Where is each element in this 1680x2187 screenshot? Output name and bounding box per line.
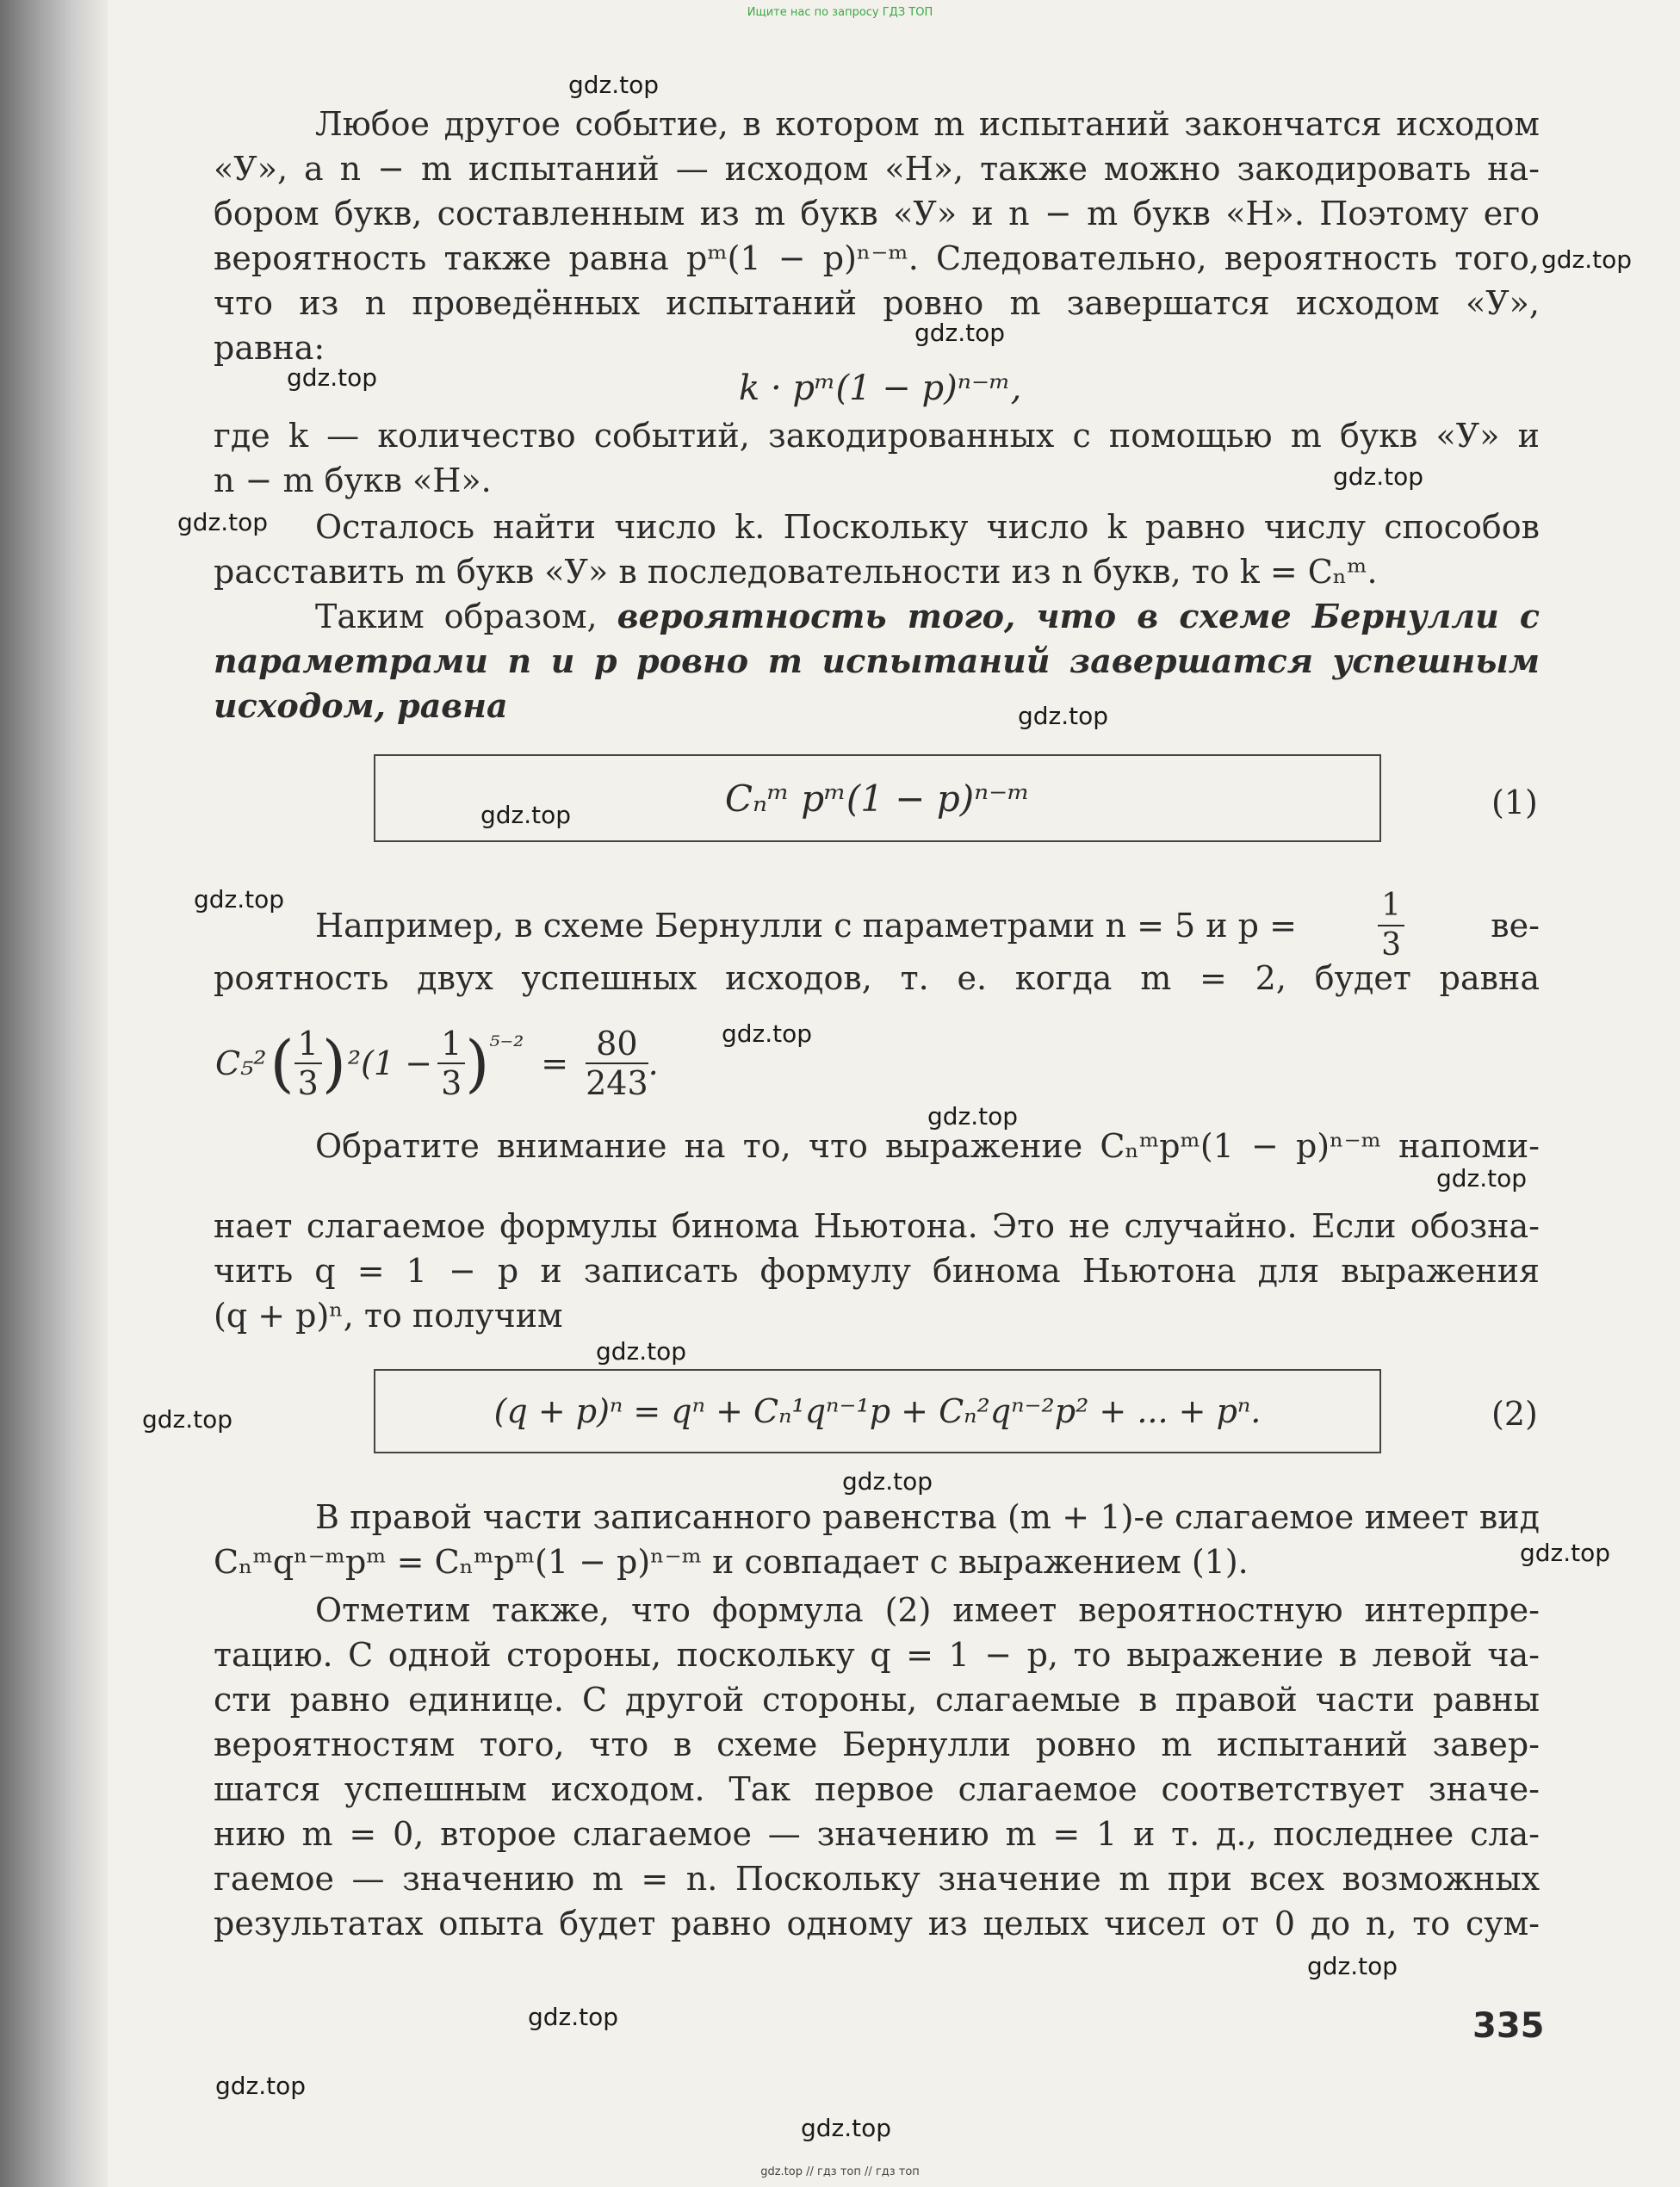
paragraph-line: нию m = 0, второе слагаемое — значению m = 1 и т. д., последнее сла- xyxy=(214,1815,1540,1853)
watermark: gdz.top xyxy=(927,1102,1019,1131)
fraction-denominator: 3 xyxy=(297,1064,319,1102)
header-notice: Ищите нас по запросу ГДЗ ТОП xyxy=(747,6,933,19)
watermark: gdz.top xyxy=(528,2003,619,2031)
example-text-end: ве- xyxy=(1491,907,1540,945)
fraction-one-third xyxy=(437,1025,465,1102)
watermark: gdz.top xyxy=(596,1337,687,1366)
watermark: gdz.top xyxy=(142,1405,233,1434)
watermark: gdz.top xyxy=(1307,1952,1398,1980)
definition-line xyxy=(214,594,1540,639)
formula-k-p: k · pᵐ(1 − p)ⁿ⁻ᵐ, xyxy=(739,369,1022,408)
paragraph-line: гаемое — значению m = n. Поскольку значение m при всех возможных xyxy=(214,1860,1540,1898)
bernoulli-formula: Cₙᵐ pᵐ(1 − p)ⁿ⁻ᵐ xyxy=(724,777,1031,820)
definition-intro: Таким образом, xyxy=(315,598,617,635)
paragraph-line: Осталось найти число k. Поскольку число k равно числу способов xyxy=(315,508,1540,546)
formula-box-1 xyxy=(374,754,1381,842)
calc-power: ⁵⁻² xyxy=(489,1032,524,1062)
watermark: gdz.top xyxy=(177,508,269,536)
calc-middle: ²(1 − xyxy=(347,1044,433,1082)
fraction-one-third xyxy=(1378,887,1404,964)
result-fraction xyxy=(586,1025,648,1102)
result-denominator: 243 xyxy=(586,1064,648,1102)
watermark: gdz.top xyxy=(1018,702,1109,730)
paragraph-line: вероятностям того, что в схеме Бернулли ровно m испытаний завер- xyxy=(214,1725,1540,1763)
fraction-denominator: 3 xyxy=(441,1064,462,1102)
paragraph-line: n − m букв «Н». xyxy=(214,462,492,499)
paragraph-line: результатах опыта будет равно одному из целых чисел от 0 до n, то сум- xyxy=(214,1905,1540,1942)
watermark: gdz.top xyxy=(480,801,572,829)
watermark: gdz.top xyxy=(194,885,285,914)
paragraph-line: чить q = 1 − p и записать формулу бинома Ньютона для выражения xyxy=(214,1252,1540,1290)
watermark: gdz.top xyxy=(801,2114,892,2142)
example-line: роятность двух успешных исходов, т. е. когда m = 2, будет равна xyxy=(214,959,1540,997)
watermark: gdz.top xyxy=(1436,1164,1528,1193)
watermark: gdz.top xyxy=(215,2072,307,2100)
fraction-numerator: 1 xyxy=(437,1025,465,1064)
watermark: gdz.top xyxy=(1520,1539,1611,1567)
binomial-coefficient: C₅² xyxy=(215,1044,267,1082)
watermark: gdz.top xyxy=(1541,245,1633,274)
book-spine-shadow xyxy=(0,0,108,2187)
example-line xyxy=(214,887,1540,964)
paragraph-line: Cₙᵐqⁿ⁻ᵐpᵐ = Cₙᵐpᵐ(1 − p)ⁿ⁻ᵐ и совпадает с выражением (1). xyxy=(214,1543,1249,1581)
equation-number-1: (1) xyxy=(1491,784,1538,821)
fraction-numerator: 1 xyxy=(1378,887,1404,926)
footer-notice: gdz.top // гдз топ // гдз топ xyxy=(760,2165,920,2178)
paragraph-line: тацию. С одной стороны, поскольку q = 1 − p, то выражение в левой ча- xyxy=(214,1636,1540,1674)
paragraph-line: Отметим также, что формула (2) имеет вероятностную интерпре- xyxy=(315,1591,1540,1629)
paragraph-line: вероятность также равна pᵐ(1 − p)ⁿ⁻ᵐ. Следовательно, вероятность того, xyxy=(214,239,1540,277)
paragraph-line: расставить m букв «У» в последовательности из n букв, то k = Cₙᵐ. xyxy=(214,553,1378,591)
paragraph-line: нает слагаемое формулы бинома Ньютона. Это не случайно. Если обозна- xyxy=(214,1207,1540,1245)
paragraph-line: Обратите внимание на то, что выражение Cₙᵐpᵐ(1 − p)ⁿ⁻ᵐ напоми- xyxy=(315,1127,1540,1165)
fraction-denominator: 3 xyxy=(1381,927,1402,963)
binomial-formula: (q + p)ⁿ = qⁿ + Cₙ¹qⁿ⁻¹p + Cₙ²qⁿ⁻²p² + ... + pⁿ. xyxy=(493,1392,1262,1430)
paragraph-line: что из n проведённых испытаний ровно m завершатся исходом «У», xyxy=(214,284,1540,322)
watermark: gdz.top xyxy=(287,363,378,392)
paragraph-line: В правой части записанного равенства (m + 1)-е слагаемое имеет вид xyxy=(315,1498,1540,1536)
paragraph-line: «У», а n − m испытаний — исходом «Н», также можно закодировать на- xyxy=(214,150,1540,188)
paragraph-line: сти равно единице. С другой стороны, слагаемые в правой части равны xyxy=(214,1681,1540,1719)
paragraph-line: шатся успешным исходом. Так первое слагаемое соответствует значе- xyxy=(214,1770,1540,1808)
equation-number-2: (2) xyxy=(1491,1395,1538,1433)
paragraph-line: где k — количество событий, закодированных с помощью m букв «У» и xyxy=(214,417,1540,455)
example-text: Например, в схеме Бернулли с параметрами n = 5 и p = xyxy=(315,907,1297,945)
watermark: gdz.top xyxy=(914,319,1006,347)
watermark: gdz.top xyxy=(568,71,660,99)
equals-sign: = xyxy=(541,1044,569,1082)
period: . xyxy=(648,1044,659,1082)
fraction-numerator: 1 xyxy=(294,1025,322,1064)
page-number: 335 xyxy=(1472,2006,1545,2046)
definition-line: исходом, равна xyxy=(214,686,508,725)
definition-bold: вероятность того, что в схеме Бернулли с xyxy=(617,597,1540,635)
example-calculation: C₅² ( $\frac{1}{3}$ ) ²(1 − $\frac{1}{3}$ ) ⁵⁻² = $\frac{80}{243}$ . xyxy=(215,1025,659,1102)
watermark: gdz.top xyxy=(722,1019,813,1048)
fraction-one-third xyxy=(294,1025,322,1102)
formula-box-2 xyxy=(374,1369,1381,1453)
definition-line: параметрами n и p ровно m испытаний завершатся успешным xyxy=(214,641,1540,680)
result-numerator: 80 xyxy=(586,1025,648,1064)
watermark: gdz.top xyxy=(1333,462,1424,491)
watermark: gdz.top xyxy=(842,1467,933,1496)
paragraph-line: равна: xyxy=(214,329,325,367)
paragraph-line: Любое другое событие, в котором m испытаний закончатся исходом xyxy=(315,105,1540,143)
paragraph-line: (q + p)ⁿ, то получим xyxy=(214,1297,563,1335)
paragraph-line: бором букв, составленным из m букв «У» и n − m букв «Н». Поэтому его xyxy=(214,195,1540,232)
